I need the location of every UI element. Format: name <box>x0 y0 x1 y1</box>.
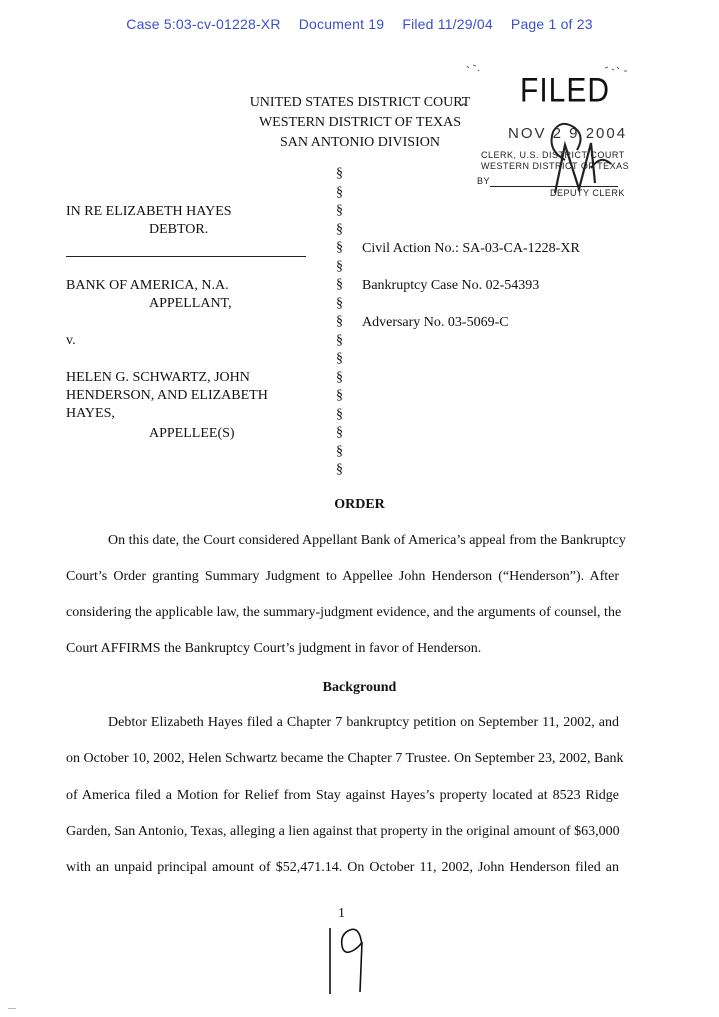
section-mark: § <box>336 443 343 459</box>
order-line: Court AFFIRMS the Bankruptcy Court’s judgment in favor of Henderson. <box>66 641 482 656</box>
section-mark: § <box>336 406 343 422</box>
filed-date: Filed 11/29/04 <box>402 16 493 32</box>
section-mark: § <box>336 295 343 311</box>
filed-stamp-date: NOV 2 9 2004 <box>508 125 628 142</box>
court-name: UNITED STATES DISTRICT COURT <box>249 95 471 110</box>
clerk-signature-scribble <box>455 58 700 208</box>
caption-divider <box>66 256 306 257</box>
section-mark-column <box>336 165 350 480</box>
order-line: considering the applicable law, the summary-judgment evidence, and the arguments of counsel, the <box>66 605 622 620</box>
background-line: with an unpaid principal amount of $52,471.14. On October 11, 2002, John Henderson filed an <box>66 860 619 875</box>
filing-header <box>0 16 719 32</box>
scan-speck <box>8 1008 16 1009</box>
section-mark: § <box>336 351 343 366</box>
section-mark: § <box>336 314 343 329</box>
section-mark: § <box>336 462 343 477</box>
caption-appellees-line3: HAYES, <box>66 406 115 421</box>
caption-appellees-role: APPELLEE(S) <box>149 426 235 441</box>
caption-debtor-name: IN RE ELIZABETH HAYES <box>66 204 232 219</box>
section-mark: § <box>336 332 343 348</box>
section-mark: § <box>336 425 343 440</box>
section-mark: § <box>336 369 343 385</box>
filed-stamp-clerk: CLERK, U.S. DISTRICT COURT <box>481 150 625 160</box>
handwritten-document-number <box>318 910 368 1000</box>
background-line: of America filed a Motion for Relief from Stay against Hayes’s property located at 8523 Ridge <box>66 788 619 803</box>
background-line: Debtor Elizabeth Hayes filed a Chapter 7 bankruptcy petition on September 11, 2002, and <box>108 715 619 730</box>
filed-stamp-by: BY <box>477 176 491 186</box>
background-heading: Background <box>322 680 397 695</box>
order-line: On this date, the Court considered Appellant Bank of America’s appeal from the Bankruptcy <box>108 533 626 548</box>
section-mark: § <box>336 166 343 181</box>
section-mark: § <box>336 221 343 237</box>
court-division: SAN ANTONIO DIVISION <box>280 135 440 150</box>
section-mark: § <box>336 258 343 274</box>
caption-debtor-role: DEBTOR. <box>149 222 209 237</box>
case-number: Case 5:03-cv-01228-XR <box>126 16 281 32</box>
section-mark: § <box>336 277 343 292</box>
order-heading: ORDER <box>334 497 385 512</box>
background-line: on October 10, 2002, Helen Schwartz became the Chapter 7 Trustee. On September 23, 2002, Bank <box>66 751 624 766</box>
order-line: Court’s Order granting Summary Judgment to Appellee John Henderson (“Henderson”). After <box>66 569 619 584</box>
caption-appellant-name: BANK OF AMERICA, N.A. <box>66 278 229 293</box>
caption-appellees-line2: HENDERSON, AND ELIZABETH <box>66 388 268 403</box>
caption-appellees-line1: HELEN G. SCHWARTZ, JOHN <box>66 370 250 385</box>
bankruptcy-case-number: Bankruptcy Case No. 02-54393 <box>362 278 540 293</box>
section-mark: § <box>336 388 343 403</box>
filed-stamp-title: FILED <box>520 71 611 110</box>
filed-stamp-district: WESTERN DISTRICT OF TEXAS <box>481 161 630 171</box>
page-indicator: Page 1 of 23 <box>510 16 593 32</box>
document-number: Document 19 <box>298 16 385 32</box>
section-mark: § <box>336 184 343 200</box>
section-mark: § <box>336 240 343 255</box>
filed-stamp-deputy: DEPUTY CLERK <box>550 188 625 198</box>
section-mark: § <box>336 203 343 218</box>
civil-action-number: Civil Action No.: SA-03-CA-1228-XR <box>362 241 580 256</box>
adversary-number: Adversary No. 03-5069-C <box>362 315 509 330</box>
court-district: WESTERN DISTRICT OF TEXAS <box>258 115 462 130</box>
caption-appellant-role: APPELLANT, <box>149 296 232 311</box>
page-number: 1 <box>338 906 345 921</box>
background-line: Garden, San Antonio, Texas, alleging a lien against that property in the original amount of $63,000 <box>66 824 620 839</box>
caption-versus: v. <box>66 333 76 348</box>
